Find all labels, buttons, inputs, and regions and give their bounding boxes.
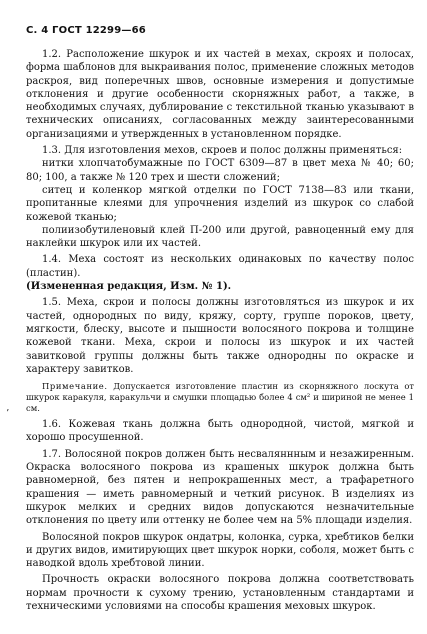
note-text: Допускается изготовление пластин из скорняжного лоскута от шкурок каракуля, каракульчи и смушки площадью более 4 см² и шириной не менее 1 см. <box>26 381 414 414</box>
clause-1-7: 1.7. Волосяной покров должен быть несваляннным и незажиренным. Окраска волосяного покрова из крашеных шкурок должна быть равномерной, без пятен и непрокрашенных мест, а трафаретного крашения — иметь равномерный и четкий рисунок. В изделиях из шкурок мелких и средних видов допускаются незначительные отклонения по цвету или оттенку не более чем на 5% площади изделия. <box>26 448 414 527</box>
threads-item: нитки хлопчатобумажные по ГОСТ 6309—87 в цвет меха № 40; 60; 80; 100, а также № 120 трех и шести сложений; <box>26 158 414 183</box>
clause-1-5: 1.5. Меха, скрои и полосы должны изготовляться из шкурок и их частей, однородных по виду, кряжу, сорту, группе пороков, цвету, мягкости, блеску, высоте и пышности волосяного покрова и толщине кожевой ткани. Меха, скрои и полосы из шкурок и их частей завитковой группы должны быть также однородны по окраске и характеру завитков. <box>26 297 414 375</box>
footnote-note <box>26 381 414 414</box>
fabric-item: ситец и коленкор мягкой отделки по ГОСТ 7138—83 или ткани, пропитанные клеями для упрочнения изделий из шкурок со слабой кожевой тканью; <box>26 184 414 223</box>
hair-cover-paragraph: Волосяной покров шкурок ондатры, колонка, сурка, хребтиков белки и других видов, имитирующих цвет шкурок норки, соболя, может быть с наводкой вдоль хребтовой линии. <box>26 531 414 570</box>
page-header: С. 4 ГОСТ 12299—66 <box>26 25 146 36</box>
note-label: Примечание. <box>42 381 108 392</box>
clause-1-6: 1.6. Кожевая ткань должна быть однородной, чистой, мягкой и хорошо просушенной. <box>26 419 414 444</box>
dye-strength-paragraph: Прочность окраски волосяного покрова должна соответствовать нормам прочности к сухому трению, установленным стандартами и техническими условиями на способы крашения меховых шкурок. <box>26 574 414 612</box>
margin-mark: ʼ <box>6 409 9 419</box>
amendment-note: (Измененная редакция, Изм. № 1). <box>26 281 232 293</box>
glue-item: полиизобутиленовый клей П-200 или другой, равноценный ему для наклейки шкурок или их частей. <box>26 224 414 250</box>
document-body <box>26 48 414 613</box>
clause-1-4: 1.4. Меха состоят из нескольких одинаковых по качеству полос (пластин). <box>26 254 414 279</box>
clause-1-3: 1.3. Для изготовления мехов, скроев и полос должны применяться: <box>42 145 403 157</box>
clause-1-2: 1.2. Расположение шкурок и их частей в мехах, скроях и полосах, форма шаблонов для выкраивания полос, применение сложных методов раскроя, вид поперечных швов, основные измерения и допустимые отклонения и другие особенности скорняжных работ, а также, в необходимых случаях, дублирование с текстильной тканью указывают в технических описаниях, согласованных между заинтересованными организациями и утвержденных в установленном порядке. <box>26 49 414 140</box>
